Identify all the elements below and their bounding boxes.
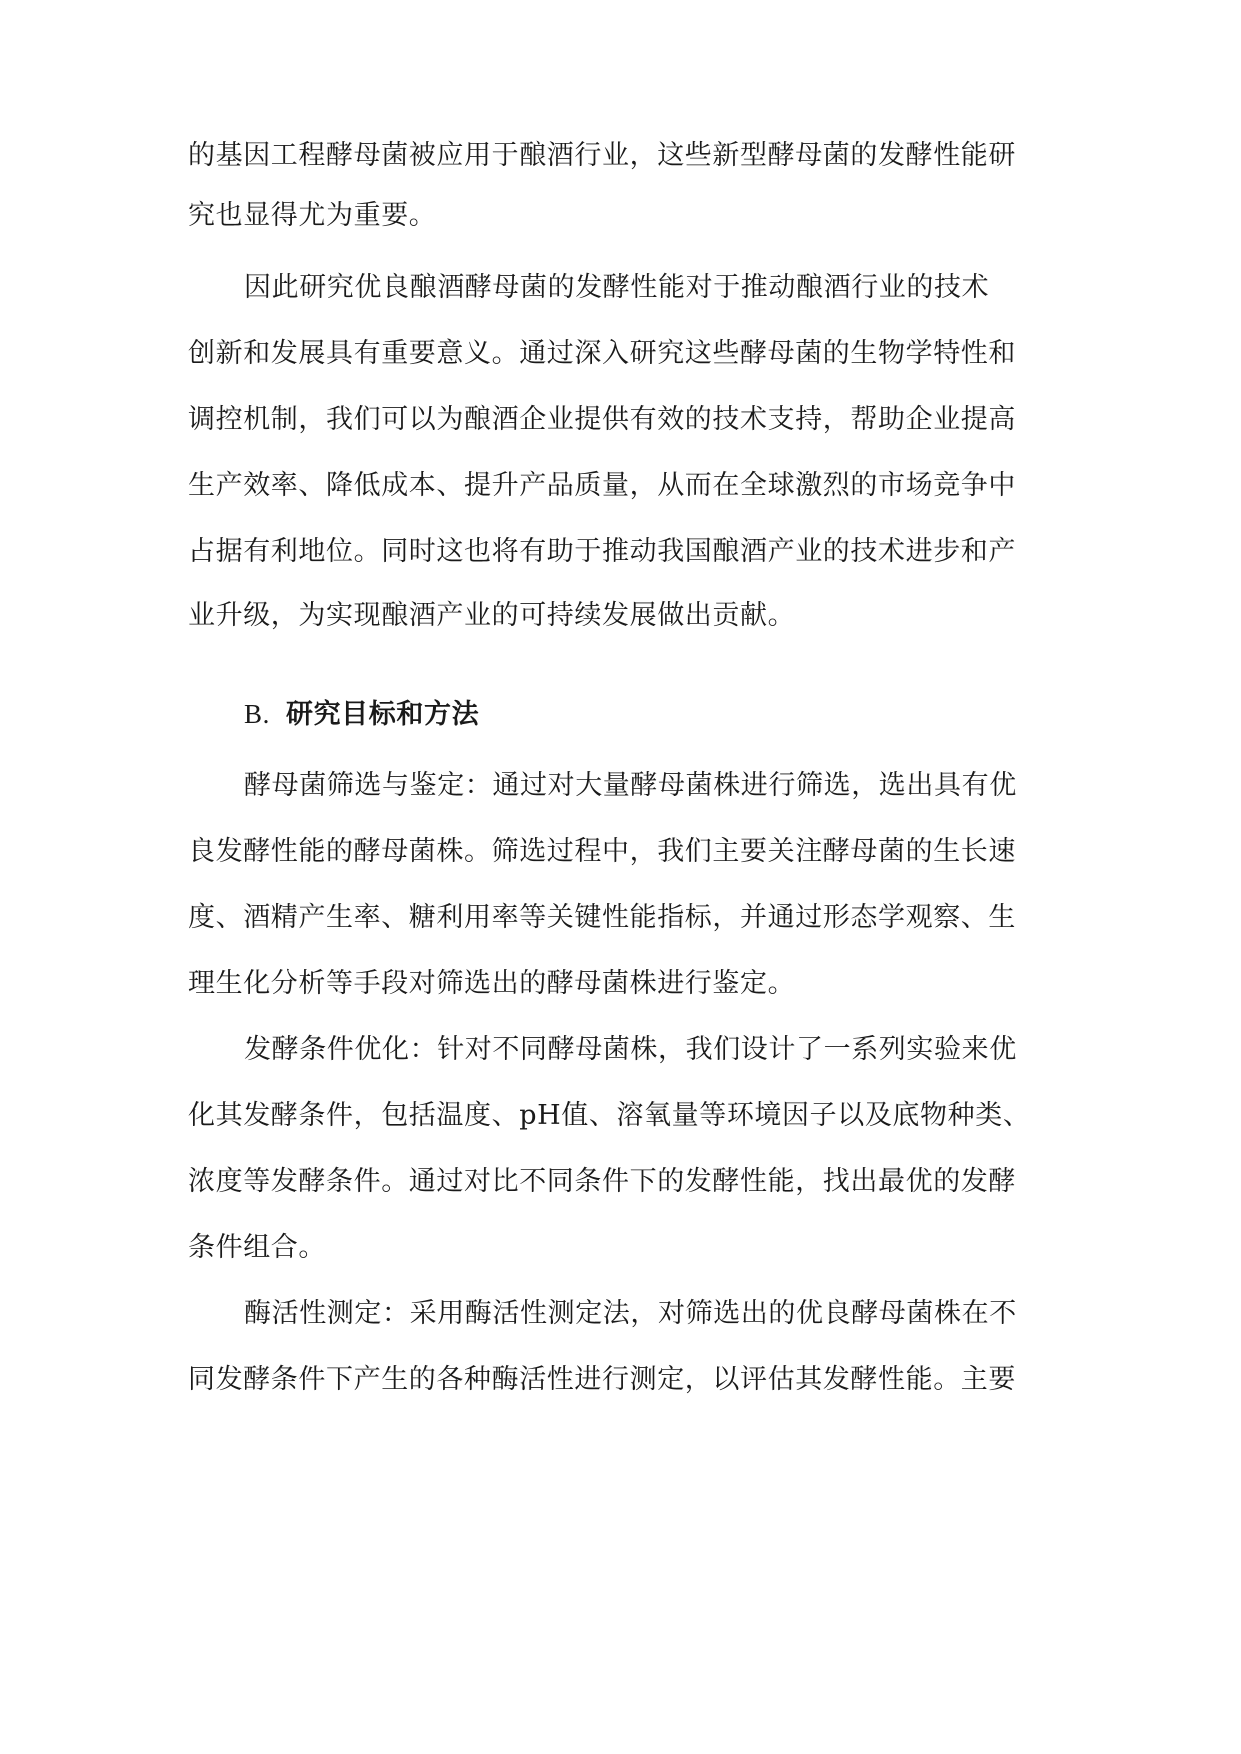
paragraph-line: 理生化分析等手段对筛选出的酵母菌株进行鉴定。: [188, 968, 796, 999]
paragraph-line: 酶活性测定：采用酶活性测定法，对筛选出的优良酵母菌株在不: [244, 1298, 1017, 1329]
section-marker: B.: [244, 699, 270, 729]
paragraph-line: 究也显得尤为重要。: [188, 200, 437, 231]
paragraph-line: 酵母菌筛选与鉴定：通过对大量酵母菌株进行筛选，选出具有优: [244, 770, 1017, 801]
paragraph-line: 占据有利地位。同时这也将有助于推动我国酿酒产业的技术进步和产: [188, 536, 1016, 567]
paragraph-line: 业升级，为实现酿酒产业的可持续发展做出贡献。: [188, 600, 796, 631]
paragraph-line: 因此研究优良酿酒酵母菌的发酵性能对于推动酿酒行业的技术: [244, 272, 990, 303]
paragraph-line: 同发酵条件下产生的各种酶活性进行测定，以评估其发酵性能。主要: [188, 1364, 1016, 1395]
paragraph-line: 生产效率、降低成本、提升产品质量，从而在全球激烈的市场竞争中: [188, 470, 1016, 501]
section-heading: [244, 696, 479, 732]
section-title: 研究目标和方法: [285, 699, 480, 730]
paragraph-line: 化其发酵条件，包括温度、pH值、溶氧量等环境因子以及底物种类、: [188, 1100, 1031, 1131]
paragraph-line: 良发酵性能的酵母菌株。筛选过程中，我们主要关注酵母菌的生长速: [188, 836, 1016, 867]
paragraph-line: 发酵条件优化：针对不同酵母菌株，我们设计了一系列实验来优: [244, 1034, 1017, 1065]
paragraph-line: 创新和发展具有重要意义。通过深入研究这些酵母菌的生物学特性和: [188, 338, 1016, 369]
paragraph-line: 条件组合。: [188, 1232, 326, 1263]
paragraph-line: 度、酒精产生率、糖利用率等关键性能指标，并通过形态学观察、生: [188, 902, 1016, 933]
paragraph-line: 的基因工程酵母菌被应用于酿酒行业，这些新型酵母菌的发酵性能研: [188, 140, 1016, 171]
paragraph-line: 浓度等发酵条件。通过对比不同条件下的发酵性能，找出最优的发酵: [188, 1166, 1016, 1197]
paragraph-line: 调控机制，我们可以为酿酒企业提供有效的技术支持，帮助企业提高: [188, 404, 1016, 435]
